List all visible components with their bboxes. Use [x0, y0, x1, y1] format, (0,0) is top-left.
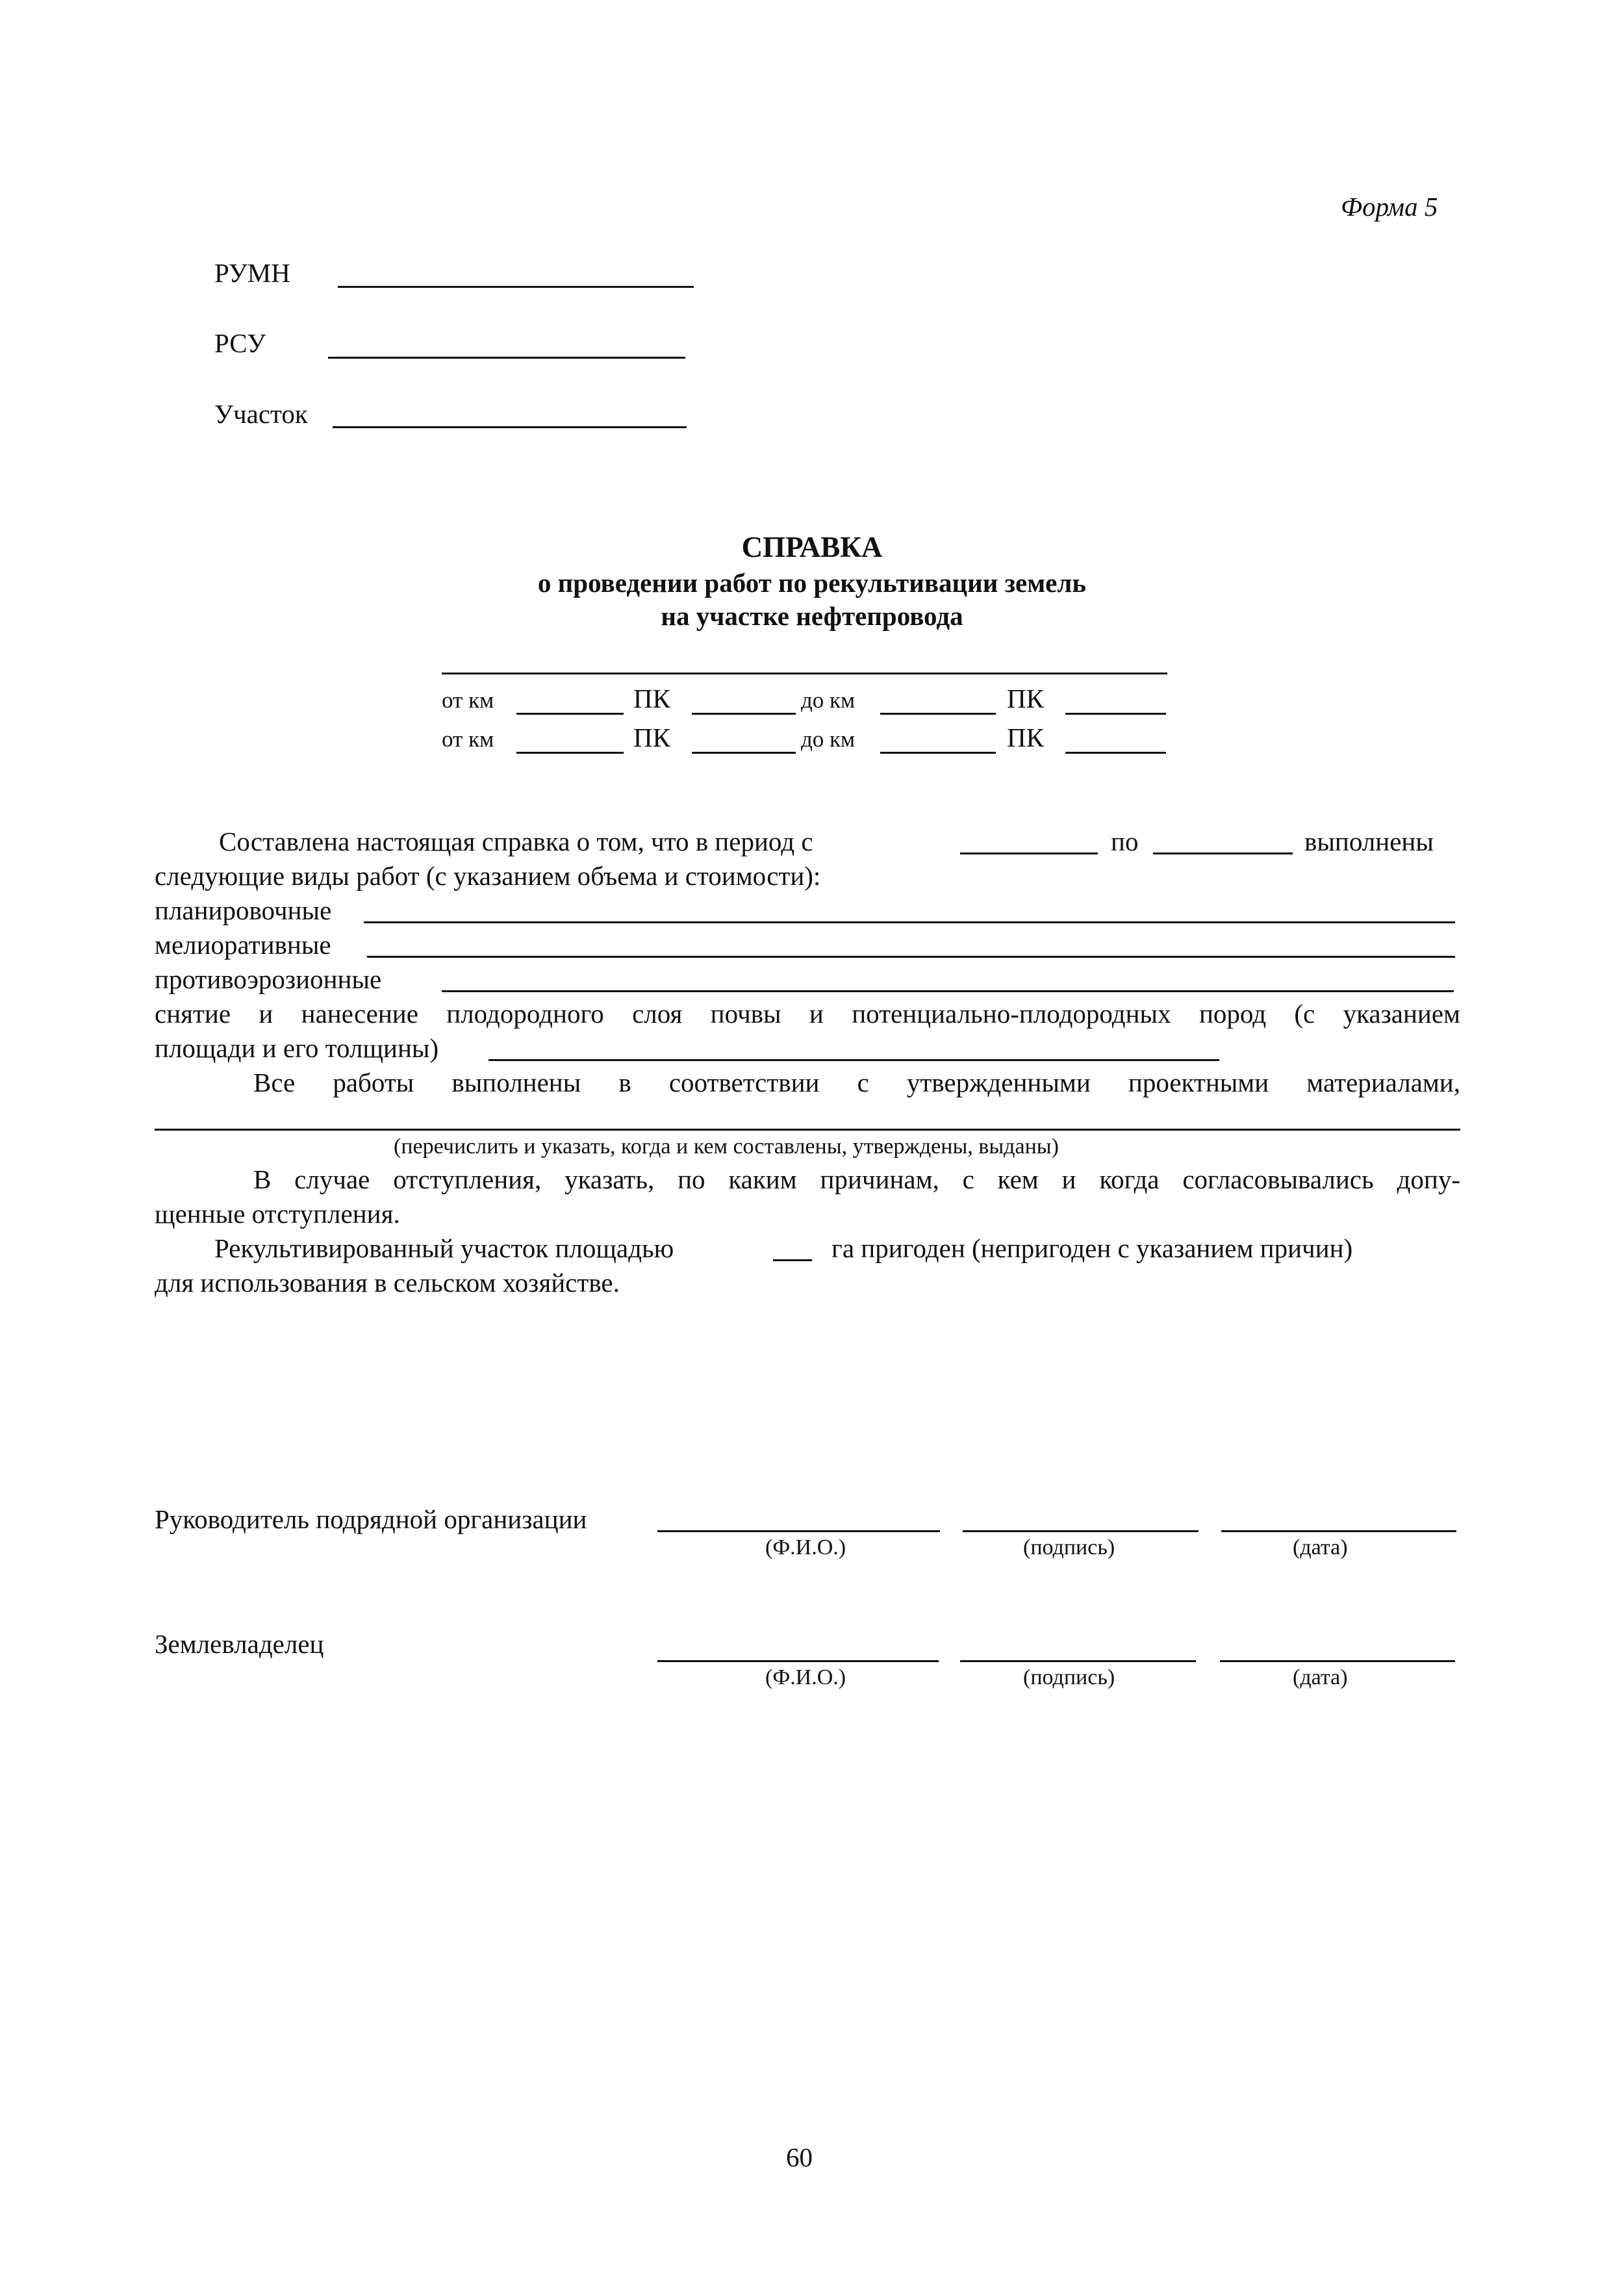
- signature-landowner-label: Землевладелец: [155, 1629, 324, 1659]
- signature-contractor-fio-caption: (Ф.И.О.): [765, 1535, 846, 1559]
- row2-pk2-label: ПК: [1007, 723, 1044, 752]
- work-antierosion-label: противоэрозионные: [155, 964, 382, 994]
- row1-from-km-line[interactable]: [516, 713, 624, 715]
- period-to-line[interactable]: [1153, 853, 1293, 854]
- work-soil-line[interactable]: [488, 1059, 1219, 1061]
- deviation-text-end: щенные отступления.: [155, 1199, 400, 1229]
- body-period-to-text: по: [1111, 827, 1139, 856]
- signature-landowner-fio-line[interactable]: [657, 1660, 939, 1662]
- row2-pk1-label: ПК: [633, 723, 670, 752]
- work-planning-label: планировочные: [155, 895, 332, 925]
- signature-landowner-date-caption: (дата): [1293, 1665, 1348, 1689]
- row2-to-km-line[interactable]: [880, 752, 996, 754]
- body-works-intro: следующие виды работ (с указанием объема и стоимости):: [155, 861, 821, 891]
- work-soil-text-end: площади и его толщины): [155, 1033, 439, 1063]
- signature-landowner-sign-line[interactable]: [960, 1660, 1196, 1662]
- row1-to-km-line[interactable]: [880, 713, 996, 715]
- area-text: Рекультивированный участок площадью: [214, 1233, 674, 1263]
- row1-pk1-line[interactable]: [692, 713, 796, 715]
- row2-to-km-label: до км: [801, 726, 856, 752]
- header-label-section: Участок: [214, 399, 308, 429]
- header-field-rsu-line[interactable]: [328, 357, 685, 359]
- period-from-line[interactable]: [960, 853, 1098, 854]
- deviation-text: В случае отступления, указать, по каким причинам, с кем и когда согласовывались допу-: [253, 1164, 1460, 1194]
- signature-landowner-sign-caption: (подпись): [1023, 1665, 1115, 1689]
- header-field-section-line[interactable]: [333, 426, 687, 428]
- work-antierosion-line[interactable]: [442, 990, 1454, 992]
- row2-pk2-line[interactable]: [1065, 752, 1166, 754]
- page-number: 60: [786, 2142, 813, 2172]
- work-melioration-line[interactable]: [367, 956, 1455, 958]
- document-subtitle-line1: о проведении работ по рекультивации земель: [537, 568, 1087, 598]
- signature-contractor-date-caption: (дата): [1293, 1535, 1348, 1559]
- work-planning-line[interactable]: [364, 921, 1455, 923]
- area-text-end: для использования в сельском хозяйстве.: [155, 1268, 620, 1298]
- signature-landowner-date-line[interactable]: [1220, 1660, 1455, 1662]
- row2-from-km-label: от км: [442, 726, 494, 752]
- row1-pk2-label: ПК: [1007, 684, 1044, 713]
- document-title: СПРАВКА: [741, 531, 883, 563]
- document-subtitle-line2: на участке нефтепровода: [661, 601, 963, 631]
- all-works-text: Все работы выполнены в соответствии с утвержденными проектными материалами,: [253, 1068, 1460, 1097]
- signature-contractor-date-line[interactable]: [1221, 1530, 1456, 1532]
- header-label-rumn: РУМН: [214, 258, 290, 288]
- row1-pk2-line[interactable]: [1065, 713, 1166, 715]
- body-period-done-text: выполнены: [1304, 827, 1434, 856]
- header-field-rumn-line[interactable]: [338, 286, 694, 288]
- signature-contractor-label: Руководитель подрядной организации: [155, 1504, 587, 1534]
- signature-contractor-sign-line[interactable]: [963, 1530, 1199, 1532]
- project-materials-line[interactable]: [155, 1129, 1460, 1131]
- row1-to-km-label: до км: [801, 687, 856, 713]
- signature-contractor-sign-caption: (подпись): [1023, 1535, 1115, 1559]
- header-label-rsu: РСУ: [214, 328, 266, 358]
- work-melioration-label: мелиоративные: [155, 930, 331, 960]
- work-soil-text: снятие и нанесение плодородного слоя почвы и потенциально-плодородных пород (с указанием: [155, 999, 1460, 1029]
- pipeline-section-line[interactable]: [442, 673, 1167, 674]
- row1-from-km-label: от км: [442, 687, 494, 713]
- row2-pk1-line[interactable]: [692, 752, 796, 754]
- signature-landowner-fio-caption: (Ф.И.О.): [765, 1665, 846, 1689]
- project-materials-caption: (перечислить и указать, когда и кем составлены, утверждены, выданы): [394, 1135, 1059, 1159]
- area-text-suitable: га пригоден (непригоден с указанием причин): [831, 1233, 1353, 1263]
- signature-contractor-fio-line[interactable]: [657, 1530, 940, 1532]
- row2-from-km-line[interactable]: [516, 752, 624, 754]
- form-number: Форма 5: [1341, 192, 1438, 222]
- body-period-text: Составлена настоящая справка о том, что в период с: [219, 827, 813, 856]
- row1-pk1-label: ПК: [633, 684, 670, 713]
- area-value-line[interactable]: [773, 1259, 812, 1261]
